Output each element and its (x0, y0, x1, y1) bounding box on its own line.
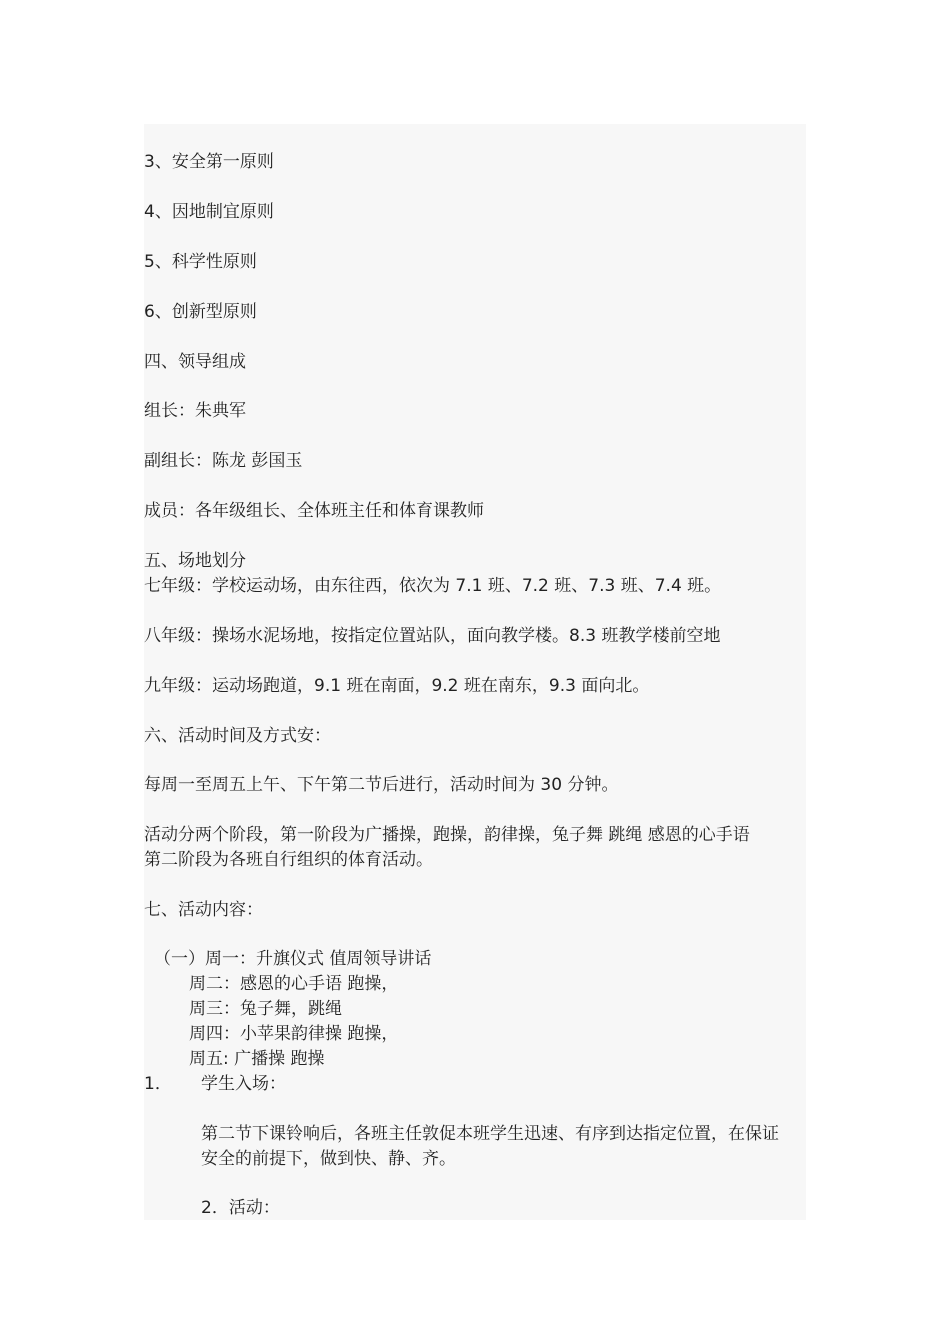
activity-stages: 活动分两个阶段，第一阶段为广播操，跑操，韵律操，兔子舞 跳绳 感恩的心手语 (144, 825, 750, 845)
student-entry-text-1: 第二节下课铃响后，各班主任敦促本班学生迅速、有序到达指定位置，在保证 (201, 1124, 779, 1144)
schedule-monday: （一）周一：升旗仪式 值周领导讲话 (154, 949, 432, 969)
principle-4: 4、因地制宜原则 (144, 202, 274, 222)
section-heading-4: 四、领导组成 (144, 352, 246, 372)
grade-7-area: 七年级：学校运动场，由东往西，依次为 7.1 班、7.2 班、7.3 班、7.4 班。 (144, 576, 722, 596)
grade-9-area: 九年级：运动场跑道，9.1 班在南面，9.2 班在南东，9.3 面向北。 (144, 676, 650, 696)
principle-5: 5、科学性原则 (144, 252, 257, 272)
principle-3: 3、安全第一原则 (144, 152, 274, 172)
activity-time: 每周一至周五上午、下午第二节后进行，活动时间为 30 分钟。 (144, 775, 619, 795)
list-number-1: 1． (144, 1074, 172, 1094)
team-members: 成员：各年级组长、全体班主任和体育课教师 (144, 501, 484, 521)
section-heading-7: 七、活动内容： (144, 900, 263, 920)
grade-8-area: 八年级：操场水泥场地，按指定位置站队，面向教学楼。8.3 班教学楼前空地 (144, 626, 721, 646)
schedule-thursday: 周四：小苹果韵律操 跑操， (189, 1024, 399, 1044)
section-heading-6: 六、活动时间及方式安： (144, 726, 331, 746)
schedule-friday: 周五: 广播操 跑操 (189, 1049, 325, 1069)
student-entry-text-2: 安全的前提下，做到快、静、齐。 (201, 1149, 456, 1169)
team-leader: 组长：朱典军 (144, 401, 246, 421)
schedule-tuesday: 周二：感恩的心手语 跑操， (189, 974, 399, 994)
activity-stage-2: 第二阶段为各班自行组织的体育活动。 (144, 850, 433, 870)
section-heading-5: 五、场地划分 (144, 551, 246, 571)
schedule-wednesday: 周三：兔子舞，跳绳 (189, 999, 342, 1019)
student-entry-heading: 学生入场： (201, 1074, 286, 1094)
principle-6: 6、创新型原则 (144, 302, 257, 322)
deputy-leaders: 副组长：陈龙 彭国玉 (144, 451, 303, 471)
activity-heading: 2．活动： (201, 1198, 280, 1218)
